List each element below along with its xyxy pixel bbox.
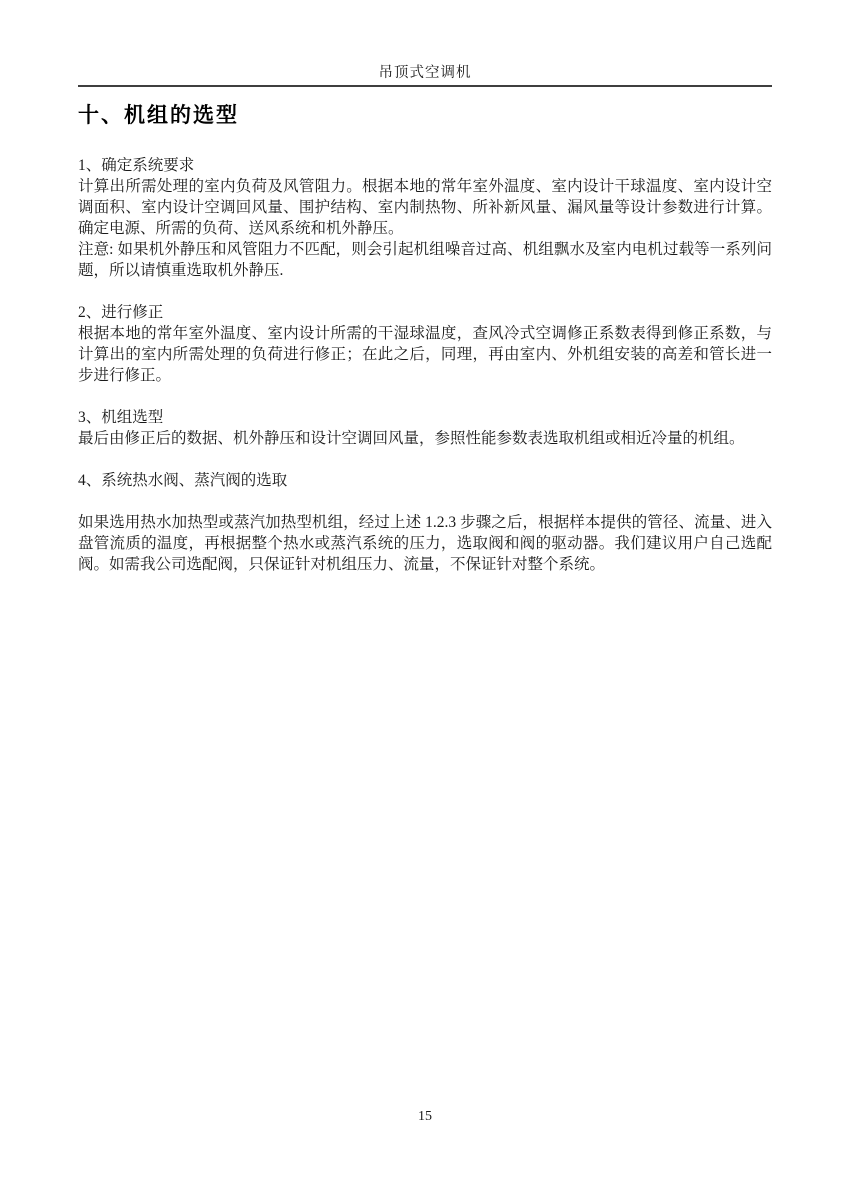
section-1-paragraph-1: 计算出所需处理的室内负荷及风管阻力。根据本地的常年室外温度、室内设计干球温度、室内设计空调面积、室内设计空调回风量、围护结构、室内制热物、所补新风量、漏风量等设计参数进行计算。确定电源、所需的负荷、送风系统和机外静压。 <box>78 178 772 237</box>
section-3-paragraph-1: 最后由修正后的数据、机外静压和设计空调回风量，参照性能参数表选取机组或相近冷量的机组。 <box>78 430 745 447</box>
page-title: 十、机组的选型 <box>78 103 239 127</box>
section-2-paragraph-1: 根据本地的常年室外温度、室内设计所需的干湿球温度，查风冷式空调修正系数表得到修正系数，与计算出的室内所需处理的负荷进行修正；在此之后，同理，再由室内、外机组安装的高差和管长进一步进行修正。 <box>78 325 772 384</box>
section-4 <box>78 470 772 575</box>
header-divider <box>78 85 772 87</box>
running-header <box>78 0 772 82</box>
document-body <box>78 155 772 575</box>
section-2 <box>78 302 772 386</box>
section-1-note-paragraph: 注意: 如果机外静压和风管阻力不匹配，则会引起机组噪音过高、机组飘水及室内电机过载等一系列问题，所以请慎重选取机外静压. <box>78 241 772 279</box>
page-content <box>78 0 772 575</box>
running-header-text: 吊顶式空调机 <box>378 65 472 81</box>
section-1 <box>78 155 772 281</box>
section-1-heading: 1、确定系统要求 <box>78 157 195 174</box>
section-3-heading: 3、机组选型 <box>78 409 164 426</box>
section-3 <box>78 407 772 449</box>
section-4-heading: 4、系统热水阀、蒸汽阀的选取 <box>78 472 288 489</box>
section-2-heading: 2、进行修正 <box>78 304 164 321</box>
page-footer <box>0 1108 850 1126</box>
section-4-paragraph-1: 如果选用热水加热型或蒸汽加热型机组，经过上述 1.2.3 步骤之后，根据样本提供的管径、流量、进入盘管流质的温度，再根据整个热水或蒸汽系统的压力，选取阀和阀的驱动器。我们建议用户自己选配阀。如需我公司选配阀，只保证针对机组压力、流量，不保证针对整个系统。 <box>78 514 772 573</box>
page-number: 15 <box>418 1109 432 1124</box>
